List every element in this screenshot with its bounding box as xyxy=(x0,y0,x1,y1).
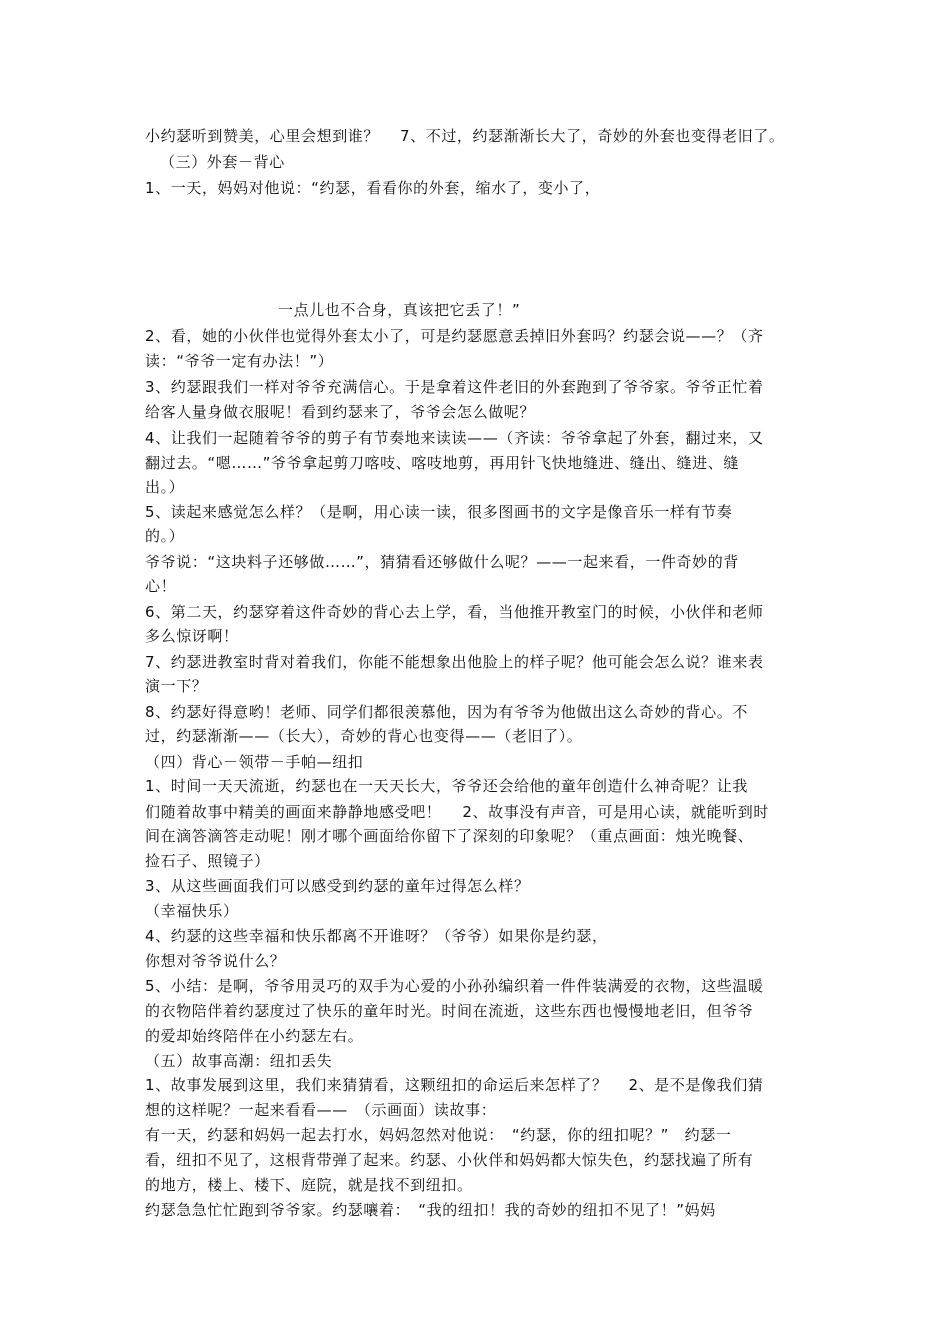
text-line: 5、小结：是啊，爷爷用灵巧的双手为心爱的小孙孙编织着一件件装满爱的衣物，这些温暖 xyxy=(145,977,764,995)
text-line: 1、时间一天天流逝，约瑟也在一天天长大，爷爷还会给他的童年创造什么神奇呢？让我 xyxy=(145,777,748,795)
text-line: 有一天，约瑟和妈妈一起去打水，妈妈忽然对他说： “约瑟，你的纽扣呢？” 约瑟一 xyxy=(145,1126,732,1144)
text-line: 的衣物陪伴着约瑟度过了快乐的童年时光。时间在流逝，这些东西也慢慢地老旧，但爷爷 xyxy=(145,1002,754,1020)
text-line: 7、约瑟进教室时背对着我们，你能不能想象出他脸上的样子呢？他可能会怎么说？谁来表 xyxy=(145,653,764,671)
text-line: 出。） xyxy=(145,478,185,496)
text-line: 翻过去。“嗯……”爷爷拿起剪刀喀吱、喀吱地剪，再用针飞快地缝进、缝出、缝进、缝 xyxy=(145,454,739,472)
text-line: 3、从这些画面我们可以感受到约瑟的童年过得怎么样？ xyxy=(145,877,530,895)
text-line: （幸福快乐） xyxy=(145,902,239,920)
text-line: 想的这样呢？一起来看看—— （示画面）读故事： xyxy=(145,1101,497,1119)
section-heading: （三）外套－背心 xyxy=(160,153,285,171)
text-line: 1、一天，妈妈对他说：“约瑟，看看你的外套，缩水了，变小了， xyxy=(145,179,601,197)
text-line: 演一下？ xyxy=(145,677,208,695)
text-line: 2、看，她的小伙伴也觉得外套太小了，可是约瑟愿意丢掉旧外套吗？约瑟会说——？（齐 xyxy=(145,327,764,345)
text-line: 心！ xyxy=(145,577,177,595)
text-line: 的地方，楼上、楼下、庭院，就是找不到纽扣。 xyxy=(145,1176,473,1194)
text-line: 多么惊讶啊！ xyxy=(145,627,239,645)
text-line: 间在滴答滴答走动呢！刚才哪个画面给你留下了深刻的印象呢？（重点画面：烛光晚餐、 xyxy=(145,827,754,845)
text-line: 1、故事发展到这里，我们来猜猜看，这颗纽扣的命运后来怎样了？ 2、是不是像我们猜 xyxy=(145,1076,764,1094)
text-line: 给客人量身做衣服呢！看到约瑟来了，爷爷会怎么做呢？ xyxy=(145,403,536,421)
text-line: 爷爷说：“这块料子还够做……”，猜猜看还够做什么呢？——一起来看，一件奇妙的背 xyxy=(145,553,739,571)
text-line: 过，约瑟渐渐——（长大），奇妙的背心也变得——（老旧了）。 xyxy=(145,727,583,745)
text-line: 约瑟急急忙忙跑到爷爷家。约瑟嚷着： “我的纽扣！我的奇妙的纽扣不见了！”妈妈 xyxy=(145,1201,716,1219)
text-line: 捡石子、照镜子） xyxy=(145,852,270,870)
text-line: 的爱却始终陪伴在小约瑟左右。 xyxy=(145,1027,364,1045)
section-heading: （五）故事高潮：纽扣丢失 xyxy=(145,1052,333,1070)
text-line: 8、约瑟好得意哟！老师、同学们都很羡慕他，因为有爷爷为他做出这么奇妙的背心。不 xyxy=(145,703,748,721)
text-line: 6、第二天，约瑟穿着这件奇妙的背心去上学，看，当他推开教室门的时候，小伙伴和老师 xyxy=(145,603,764,621)
text-line: 4、让我们一起随着爷爷的剪子有节奏地来读读——（齐读：爷爷拿起了外套，翻过来，又 xyxy=(145,429,764,447)
text-line: 4、约瑟的这些幸福和快乐都离不开谁呀？（爷爷）如果你是约瑟， xyxy=(145,927,608,945)
text-line: 小约瑟听到赞美，心里会想到谁？ 7、不过，约瑟渐渐长大了，奇妙的外套也变得老旧了。 xyxy=(145,127,785,145)
text-line: 你想对爷爷说什么？ xyxy=(145,952,286,970)
text-line: 5、读起来感觉怎么样？（是啊，用心读一读，很多图画书的文字是像音乐一样有节奏 xyxy=(145,503,733,521)
text-line: 的。） xyxy=(145,527,185,545)
section-heading: （四）背心－领带－手帕—纽扣 xyxy=(145,753,364,771)
text-line: 看，纽扣不见了，这根背带弹了起来。约瑟、小伙伴和妈妈都大惊失色，约瑟找遍了所有 xyxy=(145,1151,754,1169)
text-line: 3、约瑟跟我们一样对爷爷充满信心。于是拿着这件老旧的外套跑到了爷爷家。爷爷正忙着 xyxy=(145,378,764,396)
text-line: 们随着故事中精美的画面来静静地感受吧！ 2、故事没有声音，可是用心读，就能听到时 xyxy=(145,803,769,821)
text-line: 一点儿也不合身，真该把它丢了！” xyxy=(278,301,521,319)
text-line: 读：“爷爷一定有办法！”） xyxy=(145,352,334,370)
